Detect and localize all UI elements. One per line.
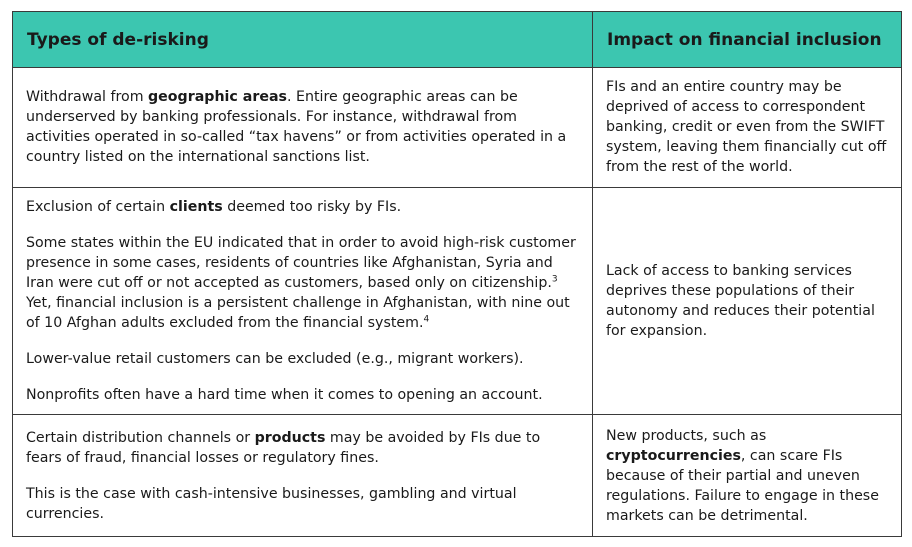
impact-cell (593, 415, 902, 537)
text-segment: FIs and an entire country may be deprived of access to correspondent banking, credit or even from the SWIFT system, leaving them financially cut off from the rest of the world. (606, 79, 887, 176)
header-impact-on-financial-inclusion: Impact on financial inclusion (593, 12, 902, 68)
types-paragraph (26, 428, 579, 468)
impact-paragraph (606, 426, 888, 526)
table-row-clients (13, 187, 902, 415)
nonprofits-paragraph: Nonprofits often have a hard time when it comes to opening an account. (26, 386, 543, 403)
footnote-marker: 4 (423, 314, 430, 325)
impact-paragraph (606, 77, 888, 177)
impact-cell (593, 187, 902, 415)
text-segment: Certain distribution channels or (26, 429, 255, 446)
text-segment: . Entire geographic areas can be underserved by banking professionals. For instance, withdrawal from activities operated in so-called “tax havens” or from activities operated in a country listed on the international sanctions list. (26, 89, 567, 166)
table-row-geographic-areas (13, 68, 902, 188)
text-segment: Exclusion of certain (26, 198, 170, 215)
text-segment: may be avoided by FIs due to fears of fraud, financial losses or regulatory fines. (26, 429, 541, 466)
impact-cell (593, 68, 902, 188)
text-segment: Lack of access to banking services deprives these populations of their autonomy and reduces their potential for expansion. (606, 262, 875, 339)
text-segment: , can scare FIs because of their partial and uneven regulations. Failure to engage in these markets can be detrimental. (606, 447, 879, 524)
table-body (13, 68, 902, 537)
table-row-products (13, 415, 902, 537)
bold-keyword: products (254, 429, 326, 446)
types-cell (13, 415, 593, 537)
text-segment: deemed too risky by FIs. (222, 198, 402, 215)
text-segment: Yet, financial inclusion is a persistent challenge in Afghanistan, with nine out of 10 Afghan adults excluded from the financial system. (26, 294, 570, 331)
types-paragraph (26, 197, 579, 217)
types-paragraph (26, 87, 579, 167)
table-header (13, 12, 902, 68)
bold-keyword: geographic areas (148, 89, 287, 106)
header-types-of-de-risking: Types of de-risking (13, 12, 593, 68)
text-segment: New products, such as (606, 427, 767, 444)
bold-keyword: cryptocurrencies (606, 447, 741, 464)
types-cell (13, 68, 593, 188)
text-segment: Some states within the EU indicated that in order to avoid high-risk customer presence in some cases, residents of countries like Afghanistan, Syria and Iran were cut off or not accepted as customers, based only on citizenship. (26, 234, 576, 291)
cash-intensive-paragraph: This is the case with cash-intensive businesses, gambling and virtual currencies. (26, 485, 517, 522)
eu-states-paragraph (26, 233, 579, 333)
bold-keyword: clients (169, 198, 223, 215)
footnote-marker: 3 (551, 274, 558, 285)
de-risking-table (12, 11, 902, 537)
impact-paragraph (606, 261, 888, 341)
text-segment: Withdrawal from (26, 89, 149, 106)
header-row (13, 12, 902, 68)
types-cell (13, 187, 593, 415)
retail-customers-paragraph: Lower-value retail customers can be excluded (e.g., migrant workers). (26, 350, 524, 367)
